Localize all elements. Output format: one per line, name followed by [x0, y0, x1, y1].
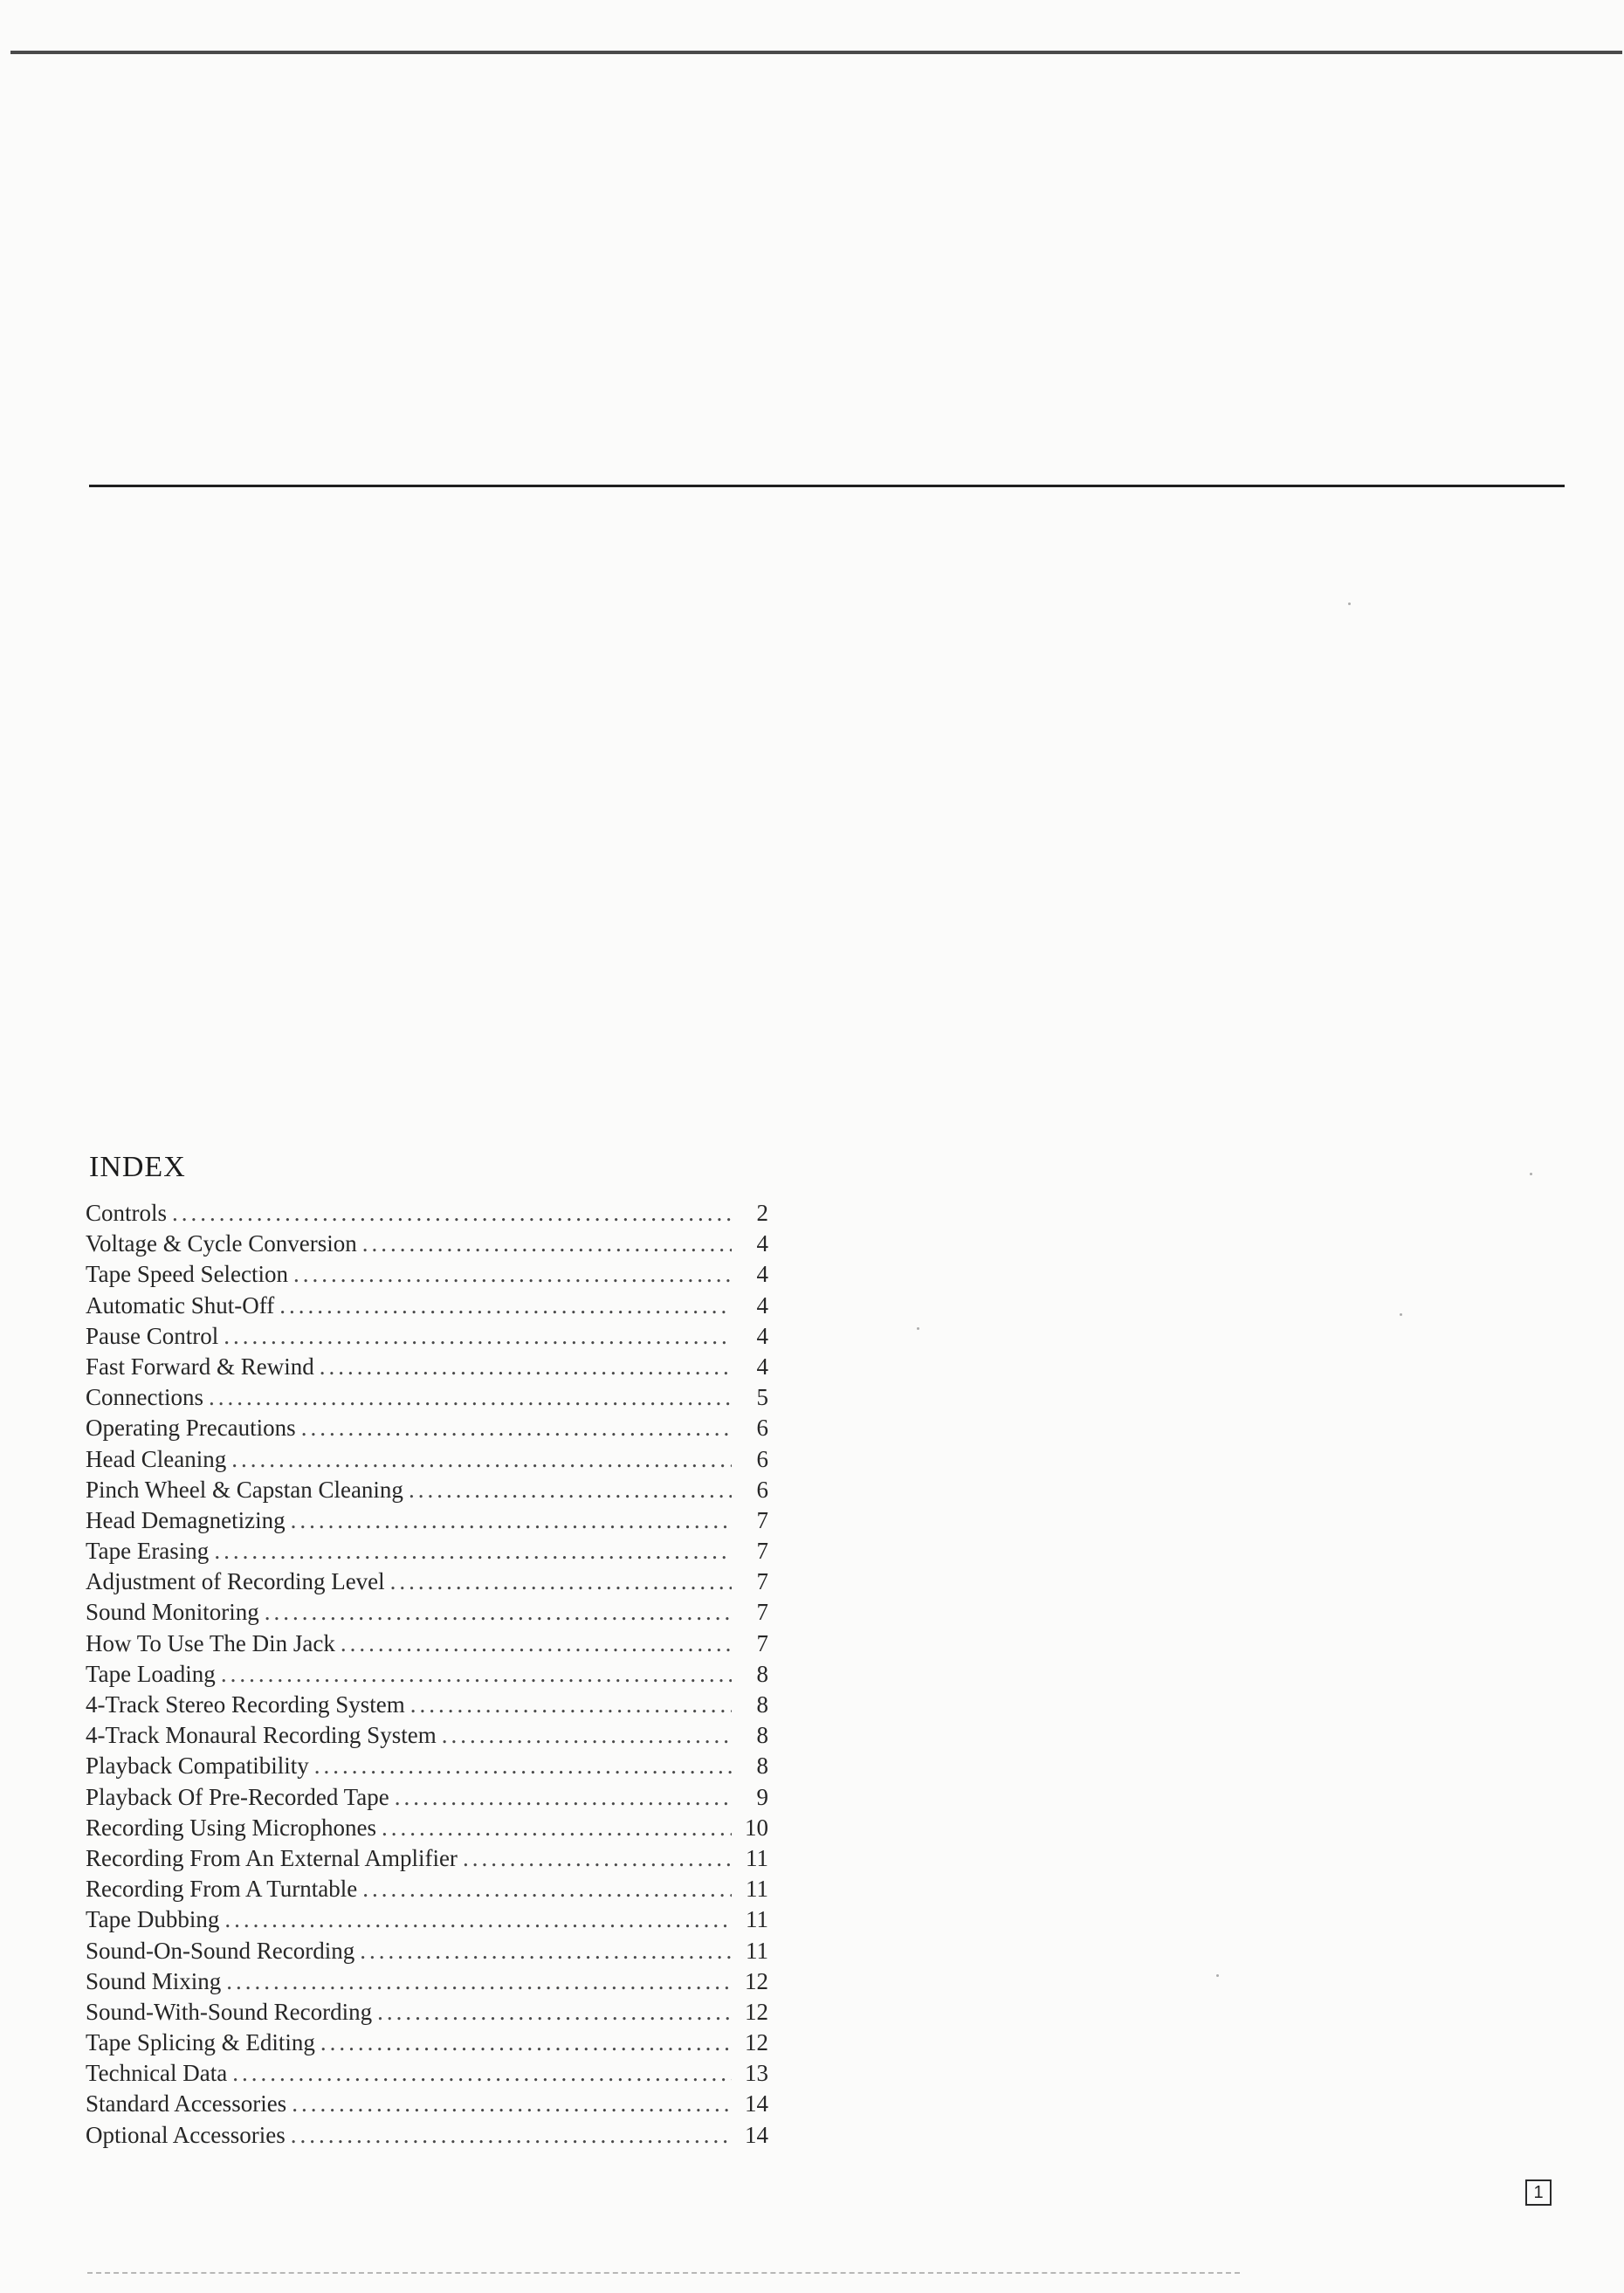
index-entry: [86, 1722, 768, 1752]
index-entry: [86, 1292, 768, 1323]
index-entry-page: 7: [756, 1629, 768, 1656]
dot-leader: [314, 1752, 732, 1780]
index-entry-page: 7: [756, 1538, 768, 1565]
index-entry-label: Recording Using Microphones: [86, 1814, 376, 1841]
index-entry-page: 8: [756, 1722, 768, 1749]
index-entry: [86, 1415, 768, 1445]
index-entry-label: Connections: [86, 1384, 203, 1411]
index-entry-label: 4-Track Monaural Recording System: [86, 1722, 437, 1749]
dot-leader: [395, 1784, 732, 1811]
index-entry: [86, 2060, 768, 2090]
index-entry-page: 6: [756, 1415, 768, 1442]
section-divider: [89, 485, 1565, 487]
dot-leader: [320, 2029, 732, 2056]
index-entry: [86, 1845, 768, 1876]
dot-leader: [341, 1630, 732, 1657]
index-entry: [86, 1353, 768, 1384]
index-entry-page: 12: [745, 1967, 768, 1994]
dot-leader: [291, 2122, 732, 2149]
index-entry-page: 9: [756, 1783, 768, 1810]
index-entry-page: 8: [756, 1691, 768, 1718]
dot-leader: [224, 1906, 732, 1933]
index-entry-label: Playback Of Pre-Recorded Tape: [86, 1783, 389, 1810]
dot-leader: [360, 1938, 732, 1965]
dot-leader: [172, 1200, 732, 1227]
index-entry-page: 11: [746, 1906, 768, 1933]
index-entry-page: 8: [756, 1752, 768, 1780]
index-entry: [86, 1477, 768, 1507]
index-entry-page: 4: [756, 1261, 768, 1288]
index-entry-page: 8: [756, 1660, 768, 1687]
page-number-badge: 1: [1525, 2179, 1552, 2206]
scan-speck: [1348, 603, 1351, 605]
dot-leader: [410, 1691, 732, 1718]
index-entry: [86, 1752, 768, 1783]
dot-leader: [463, 1845, 732, 1872]
index-entry-page: 11: [746, 1876, 768, 1903]
dot-leader: [362, 1876, 732, 1903]
index-entry-label: Voltage & Cycle Conversion: [86, 1230, 357, 1257]
index-entry: [86, 1384, 768, 1415]
index-entry-label: Playback Compatibility: [86, 1752, 309, 1780]
index-entry-label: Head Cleaning: [86, 1445, 227, 1472]
index-entry: [86, 2122, 768, 2152]
index-entry-page: 11: [746, 1844, 768, 1871]
scan-speck: [917, 1327, 919, 1330]
index-entry: [86, 1200, 768, 1230]
index-entry-label: Tape Speed Selection: [86, 1261, 289, 1288]
index-entry-label: How To Use The Din Jack: [86, 1629, 335, 1656]
dot-leader: [362, 1230, 732, 1257]
index-entry-label: Sound Mixing: [86, 1967, 222, 1994]
scan-speck: [1400, 1313, 1402, 1316]
scan-speck: [1530, 1173, 1532, 1175]
index-entry-label: Recording From An External Amplifier: [86, 1844, 458, 1871]
index-entry-label: Automatic Shut-Off: [86, 1291, 275, 1319]
dot-leader: [226, 1968, 732, 1995]
index-entry-page: 7: [756, 1599, 768, 1626]
index-entry-label: Sound-On-Sound Recording: [86, 1937, 355, 1964]
dot-leader: [221, 1661, 732, 1688]
index-entry-label: Pause Control: [86, 1322, 219, 1349]
dot-leader: [265, 1599, 732, 1626]
index-entry-label: Operating Precautions: [86, 1415, 296, 1442]
index-entry: [86, 1568, 768, 1599]
dot-leader: [442, 1722, 732, 1749]
index-entry: [86, 1323, 768, 1353]
index-entry: [86, 1968, 768, 1999]
index-list: [86, 1200, 768, 2152]
index-entry: [86, 1230, 768, 1261]
dot-leader: [382, 1814, 732, 1842]
bottom-scan-edge: [87, 2272, 1240, 2274]
dot-leader: [279, 1292, 732, 1319]
index-entry-label: Pinch Wheel & Capstan Cleaning: [86, 1476, 403, 1503]
index-entry-label: Head Demagnetizing: [86, 1506, 286, 1533]
index-entry-page: 14: [745, 2121, 768, 2148]
index-heading: INDEX: [89, 1151, 186, 1183]
index-entry-page: 12: [745, 2029, 768, 2056]
index-entry: [86, 1261, 768, 1291]
index-entry-label: Recording From A Turntable: [86, 1876, 358, 1903]
dot-leader: [292, 2090, 732, 2117]
scan-speck: [1216, 1974, 1219, 1977]
dot-leader: [377, 1999, 732, 2026]
dot-leader: [231, 1446, 732, 1473]
index-entry-page: 7: [756, 1506, 768, 1533]
index-entry: [86, 1876, 768, 1906]
dot-leader: [214, 1538, 732, 1565]
index-entry: [86, 1906, 768, 1937]
index-entry-page: 12: [745, 1998, 768, 2025]
index-entry-label: Controls: [86, 1200, 168, 1226]
index-entry-page: 7: [756, 1568, 768, 1595]
index-entry: [86, 1446, 768, 1477]
dot-leader: [409, 1477, 732, 1504]
index-entry-label: Optional Accessories: [86, 2121, 286, 2148]
index-entry-label: Technical Data: [86, 2060, 228, 2087]
dot-leader: [301, 1415, 732, 1442]
index-entry: [86, 1630, 768, 1661]
index-entry: [86, 1599, 768, 1629]
index-entry-label: Fast Forward & Rewind: [86, 1353, 314, 1380]
index-entry: [86, 1691, 768, 1722]
index-entry-page: 2: [756, 1200, 768, 1226]
index-entry-label: Sound-With-Sound Recording: [86, 1998, 373, 2025]
index-entry: [86, 1661, 768, 1691]
index-entry: [86, 1814, 768, 1845]
index-entry: [86, 2029, 768, 2060]
index-entry-label: Sound Monitoring: [86, 1599, 259, 1626]
dot-leader: [320, 1353, 732, 1381]
top-rule: [10, 51, 1622, 54]
index-entry-page: 14: [745, 2090, 768, 2117]
index-entry-label: Tape Splicing & Editing: [86, 2029, 315, 2056]
index-entry-page: 4: [756, 1353, 768, 1380]
index-entry-label: Standard Accessories: [86, 2090, 287, 2117]
dot-leader: [209, 1384, 732, 1411]
index-entry-page: 11: [746, 1937, 768, 1964]
index-entry-label: Tape Erasing: [86, 1538, 210, 1565]
index-entry-page: 6: [756, 1445, 768, 1472]
index-entry: [86, 1784, 768, 1814]
index-entry-label: Tape Dubbing: [86, 1906, 220, 1933]
index-entry-label: 4-Track Stereo Recording System: [86, 1691, 405, 1718]
index-entry-page: 4: [756, 1291, 768, 1319]
index-entry: [86, 1999, 768, 2029]
dot-leader: [224, 1323, 732, 1350]
index-entry-page: 10: [745, 1814, 768, 1841]
index-entry: [86, 1938, 768, 1968]
index-entry: [86, 1538, 768, 1568]
dot-leader: [390, 1568, 732, 1595]
index-entry-page: 6: [756, 1476, 768, 1503]
index-entry-label: Adjustment of Recording Level: [86, 1568, 385, 1595]
index-entry-page: 4: [756, 1230, 768, 1257]
index-entry: [86, 1507, 768, 1538]
dot-leader: [232, 2060, 732, 2087]
dot-leader: [291, 1507, 732, 1534]
dot-leader: [293, 1261, 732, 1288]
index-entry-label: Tape Loading: [86, 1660, 216, 1687]
index-entry-page: 13: [745, 2060, 768, 2087]
index-entry-page: 5: [756, 1384, 768, 1411]
index-entry: [86, 2090, 768, 2121]
index-entry-page: 4: [756, 1322, 768, 1349]
